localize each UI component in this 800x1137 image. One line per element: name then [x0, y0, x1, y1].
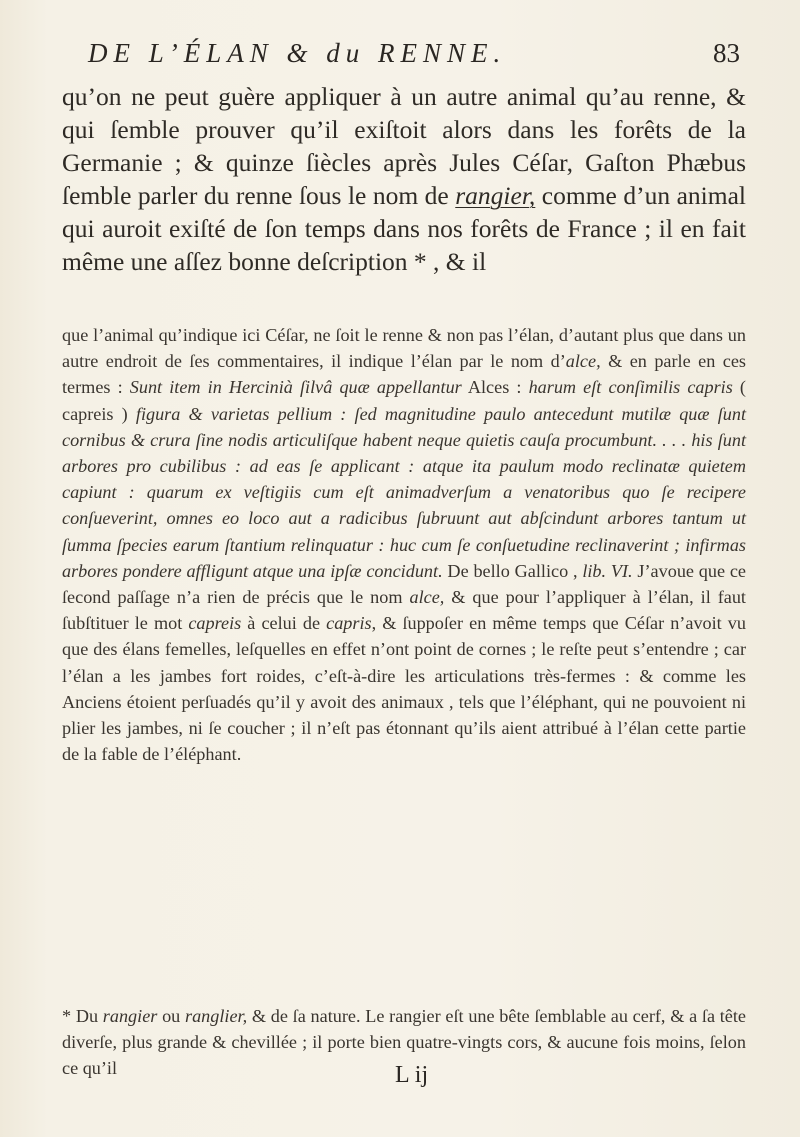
- note-text: Alces :: [461, 377, 529, 398]
- footnote-text: & de ſa nature. Le rangier eſt une bête ſemblable au cerf, & a ſa tête diverſe, plus grande & chevillée ; il porte bien quatre-vingts cors, & aucune fois moins, ſelon ce qu’il: [62, 1006, 747, 1079]
- note-text: J’avoue que ce ſecond paſſage n’a rien de précis que le nom: [62, 560, 747, 608]
- signature-mark: L ij: [395, 1062, 429, 1088]
- main-paragraph: [62, 80, 746, 278]
- note-text: & en parle en ces termes :: [62, 351, 746, 398]
- main-text-1: qu’on ne peut guère appliquer à un autre animal qu’au renne, & qui ſemble prouver qu’il exiſtoit alors dans les forêts de la Germanie ; & quinze ſiècles après Jules Céſar, Gaſton Phæbus ſemble parler du renne ſous le nom de: [62, 82, 746, 210]
- note-text: De bello Gallico ,: [442, 560, 583, 581]
- main-text-2: comme d’un animal qui auroit exiſté de ſon temps dans nos forêts de France ; il en fait même une aſſez bonne deſcription * , & il: [62, 181, 746, 276]
- citation: lib. VI.: [582, 560, 633, 581]
- latin-quote: Sunt item in Hercinià ſilvâ quæ appellantur: [129, 377, 462, 398]
- note-text: à celui de: [241, 613, 327, 634]
- footnote-text: ou: [157, 1006, 186, 1026]
- note-italic: alce,: [409, 587, 445, 608]
- note-text: ( capreis ): [62, 377, 746, 424]
- main-text-italic: rangier,: [455, 181, 536, 210]
- note-italic: capris: [326, 613, 372, 634]
- footnote-italic: ranglier,: [185, 1006, 248, 1026]
- page-number: 83: [713, 38, 740, 68]
- note-text: que l’animal qu’indique ici Céſar, ne ſoit le renne & non pas l’élan, d’autant plus que dans un autre endroit de ſes commentaires, il indique l’élan par le nom d’: [62, 325, 746, 372]
- continued-note: [62, 322, 746, 767]
- footnote-text: * Du: [62, 1006, 103, 1026]
- latin-quote: figura & varietas pellium : ſed magnitudine paulo antecedunt mutilæ quæ ſunt cornibus & crura ſine nodis articuliſque habent neque quietis cauſa procumbunt. . . . his ſunt arbores pro cubilibus : ad eas ſe applicant : atque ita paulum modo reclinatæ quietem capiunt : quarum ex veſtigiis cum eſt animadverſum a venatoribus quo ſe recipere conſueverint, omnes eo loco aut a radicibus ſubruunt aut abſcindunt arbores tantum ut ſumma ſpecies earum ſtantium relinquatur : huc cum ſe conſuetudine reclinaverint ; infirmas arbores pondere affligunt atque una ipſæ concidunt.: [62, 403, 746, 581]
- running-head-title: DE L’ÉLAN & du RENNE.: [88, 38, 507, 68]
- note-text: , & ſuppoſer en même temps que Céſar n’avoit vu que des élans femelles, leſquelles en effet n’ont point de cornes ; le reſte peut s’entendre ; car l’élan a les jambes fort roides, c’eſt-à-dire les articulations très-fermes : & comme les Anciens étoient perſuadés qu’il y avoit des animaux , tels que l’éléphant, qui ne pouvoient ni plier les jambes, ni ſe coucher ; il n’eſt pas étonnant qu’ils aient attribué à l’élan cette partie de la fable de l’éléphant.: [62, 613, 746, 765]
- note-italic: alce,: [565, 351, 601, 372]
- latin-quote: harum eſt conſimilis capris: [528, 377, 733, 398]
- running-head: [88, 38, 740, 78]
- note-text: & que pour l’appliquer à l’élan, il faut ſubſtituer le mot: [62, 587, 746, 634]
- footnote-italic: rangier: [102, 1006, 158, 1026]
- note-italic: capreis: [188, 613, 242, 634]
